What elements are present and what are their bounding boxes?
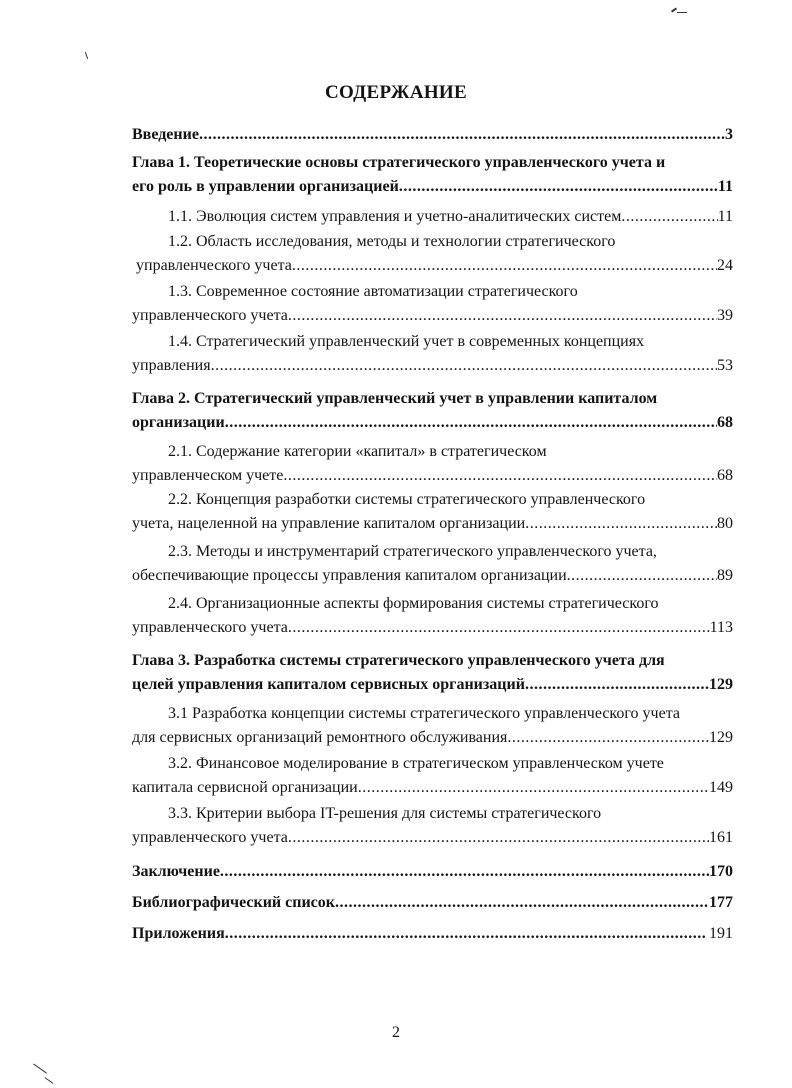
toc-entry-label-line1: 1.3. Современное состояние автоматизации стратегического: [168, 283, 578, 300]
toc-entry-label-line1: 3.2. Финансовое моделирование в стратегическом управленческом учете: [168, 755, 664, 772]
dot-leader: [525, 673, 709, 697]
toc-entry-section-1-3[interactable]: [132, 280, 733, 328]
dot-leader: [288, 826, 709, 850]
toc-entry-label: 1.1. Эволюция систем управления и учетно-аналитических систем: [168, 208, 622, 225]
toc-entry-label-line2: его роль в управлении организацией: [132, 178, 399, 195]
dot-leader: [358, 776, 709, 800]
dot-leader: [567, 564, 717, 588]
toc-entry-label: Библиографический список: [132, 894, 335, 911]
toc-entry-label-line1: 3.3. Критерии выбора IT-решения для системы стратегического: [168, 805, 602, 822]
toc-entry-bibliography[interactable]: [132, 891, 733, 915]
toc-entry-label-line1: 2.2. Концепция разработки системы стратегического управленческого: [168, 491, 646, 508]
toc-entry-label-line2: управленческого учета: [132, 619, 288, 636]
page-title: СОДЕРЖАНИЕ: [325, 82, 467, 103]
dot-leader: [292, 254, 717, 278]
toc-page-number: 149: [709, 779, 733, 796]
toc-entry-label-line2: целей управления капиталом сервисных организаций: [132, 676, 525, 693]
scan-mark-top-2: [677, 12, 687, 13]
toc-page-number: 39: [717, 307, 733, 324]
toc-entry-section-3-1[interactable]: [132, 702, 733, 750]
toc-entry-chapter-1[interactable]: [132, 151, 733, 199]
scan-mark-bottom-2: [45, 1077, 54, 1084]
toc-page-number: 11: [717, 208, 733, 225]
toc-entry-label-line1: Глава 1. Теоретические основы стратегического управленческого учета и: [132, 154, 666, 171]
toc-page-number: 170: [709, 863, 733, 880]
toc-entry-label: Заключение: [132, 863, 220, 880]
toc-page-number: 191: [709, 925, 733, 942]
toc-entry-section-2-4[interactable]: [132, 592, 733, 640]
toc-entry-label-line2: обеспечивающие процессы управления капиталом организации: [132, 567, 567, 584]
toc-entry-label-line1: 2.3. Методы и инструментарий стратегического управленческого учета,: [168, 543, 657, 560]
toc-page-number: 24: [717, 257, 733, 274]
toc-entry-label-line1: 1.4. Стратегический управленческий учет в современных концепциях: [168, 333, 645, 350]
toc-page-number: 68: [717, 414, 733, 431]
toc-page-number: 68: [717, 467, 733, 484]
toc-entry-label-line2: учета, нацеленной на управление капиталом организации: [132, 515, 526, 532]
toc-page-number: 53: [717, 357, 733, 374]
toc-entry-label-line2: капитала сервисной организации: [132, 779, 358, 796]
toc-entry-label-line2: управления: [132, 357, 211, 374]
page-number: 2: [392, 1024, 400, 1041]
dot-leader: [211, 354, 717, 378]
toc-entry-label-line2: для сервисных организаций ремонтного обслуживания: [132, 729, 508, 746]
dot-leader: [507, 726, 709, 750]
toc-entry-label-line2: организации: [132, 414, 225, 431]
dot-leader: [288, 304, 717, 328]
toc-entry-label-line2: управленческого учета: [136, 257, 292, 274]
toc-page-number: 11: [717, 178, 733, 195]
toc-entry-section-1-2[interactable]: [132, 230, 733, 278]
toc-entry-section-3-2[interactable]: [132, 752, 733, 800]
toc-entry-label-line1: Глава 3. Разработка системы стратегического управленческого учета для: [132, 652, 665, 669]
dot-leader: [288, 616, 710, 640]
toc-entry-label-line2: управленческого учета: [132, 829, 288, 846]
toc-entry-label: Введение: [132, 126, 199, 143]
dot-leader: [283, 464, 717, 488]
toc-entry-introduction[interactable]: [132, 123, 733, 147]
toc-entry-chapter-3[interactable]: [132, 649, 733, 697]
dot-leader: [225, 411, 717, 435]
scan-mark-left: [85, 52, 88, 59]
toc-page-number: 80: [717, 515, 733, 532]
toc-entry-section-2-1[interactable]: [132, 440, 733, 488]
toc-entry-section-3-3[interactable]: [132, 802, 733, 850]
toc-entry-label-line1: 2.1. Содержание категории «капитал» в стратегическом: [168, 443, 547, 460]
toc-entry-section-2-3[interactable]: [132, 540, 733, 588]
toc-entry-chapter-2[interactable]: [132, 387, 733, 435]
toc-page-number: 177: [709, 894, 733, 911]
toc-entry-label-line2: управленческом учете: [132, 467, 284, 484]
toc-page-number: 3: [725, 126, 733, 143]
toc-page-number: 129: [709, 676, 733, 693]
toc-entry-appendices[interactable]: [132, 922, 733, 946]
toc-entry-label-line1: Глава 2. Стратегический управленческий учет в управлении капиталом: [132, 390, 658, 407]
dot-leader: [621, 205, 717, 229]
toc-entry-label: Приложения: [132, 925, 225, 942]
dot-leader: [335, 891, 709, 915]
dot-leader: [399, 175, 718, 199]
toc-entry-label-line1: 2.4. Организационные аспекты формирования системы стратегического: [168, 595, 659, 612]
dot-leader: [225, 922, 705, 946]
toc-page-number: 113: [709, 619, 733, 636]
toc-entry-label-line1: 3.1 Разработка концепции системы стратегического управленческого учета: [168, 705, 680, 722]
toc-page-number: 161: [709, 829, 733, 846]
toc-entry-section-1-4[interactable]: [132, 330, 733, 378]
toc-page-number: 129: [709, 729, 733, 746]
toc-entry-conclusion[interactable]: [132, 860, 733, 884]
dot-leader: [525, 512, 717, 536]
toc-page-number: 89: [717, 567, 733, 584]
toc-entry-label-line2: управленческого учета: [132, 307, 288, 324]
scan-mark-bottom: [33, 1064, 47, 1074]
dot-leader: [199, 123, 725, 147]
toc-entry-label-line1: 1.2. Область исследования, методы и технологии стратегического: [168, 233, 616, 250]
toc-entry-section-1-1[interactable]: [132, 205, 733, 229]
dot-leader: [220, 860, 709, 884]
toc-entry-section-2-2[interactable]: [132, 488, 733, 536]
